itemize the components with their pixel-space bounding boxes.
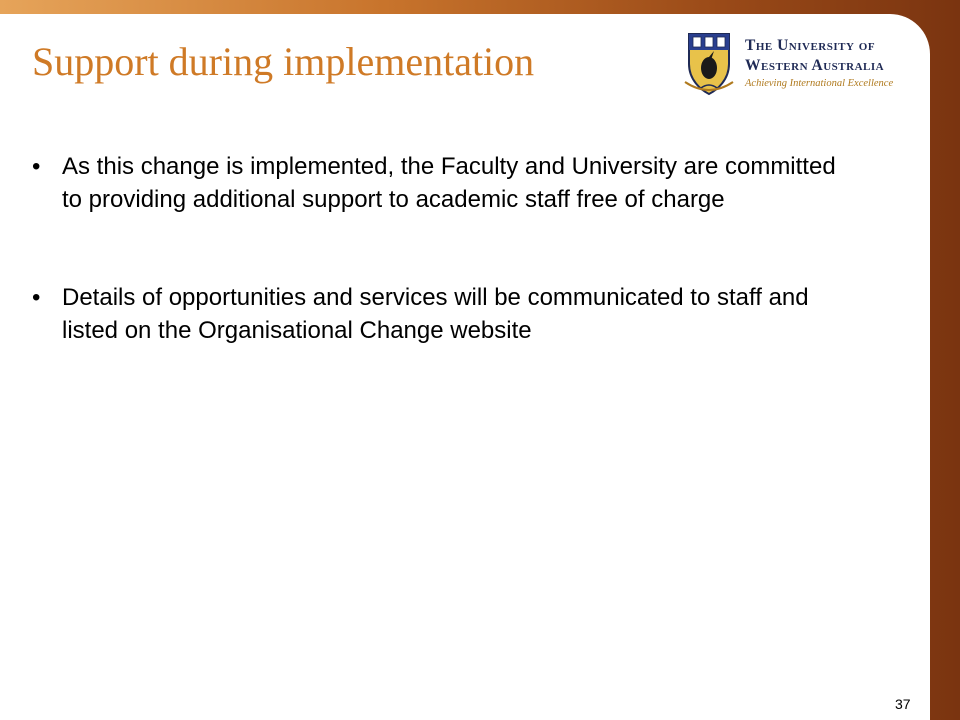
slide-content-area <box>0 14 930 720</box>
university-name-line2: Western Australia <box>745 57 885 74</box>
university-name-line1: The University of <box>745 37 876 54</box>
bullet-item: • As this change is implemented, the Faculty and University are committed to providing additional support to academic staff free of charge <box>32 150 862 216</box>
university-logo <box>683 30 903 100</box>
university-crest-icon <box>683 30 735 96</box>
university-name <box>745 36 884 76</box>
university-tagline: Achieving International Excellence <box>745 78 894 89</box>
bullet-list <box>32 150 862 347</box>
page-number: 37 <box>895 696 911 712</box>
bullet-item: • Details of opportunities and services will be communicated to staff and listed on the Organisational Change website <box>32 281 862 347</box>
slide-title: Support during implementation <box>32 39 535 84</box>
